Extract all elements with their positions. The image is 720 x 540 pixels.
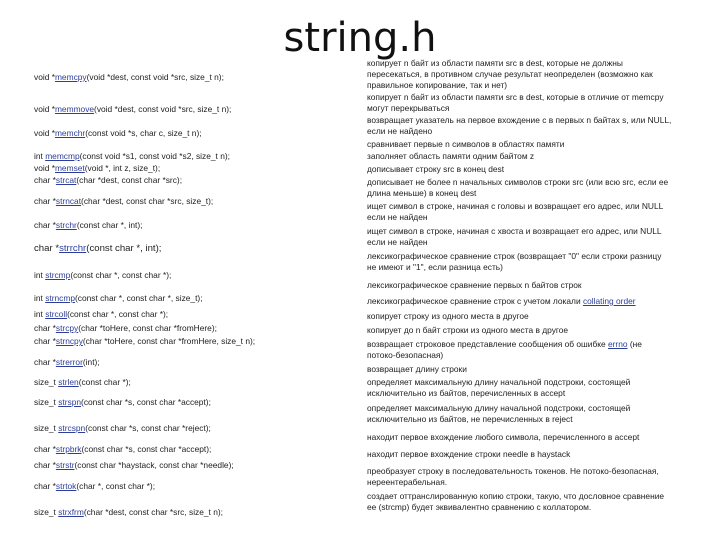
signature-strrchr: char *strrchr(const char *, int); (34, 243, 162, 254)
link-strcoll[interactable]: strcoll (45, 309, 68, 319)
link-strspn[interactable]: strspn (58, 397, 82, 407)
signature-strcspn: size_t strcspn(const char *s, const char *reject); (34, 423, 211, 433)
signature-strtok: char *strtok(char *, const char *); (34, 481, 156, 491)
signature-strlen: size_t strlen(const char *); (34, 377, 131, 387)
link-strpbrk[interactable]: strpbrk (55, 444, 82, 454)
link-collating-order[interactable]: collating order (582, 296, 636, 306)
signature-strncat: char *strncat(char *dest, const char *src, size_t); (34, 196, 214, 206)
page-title: string.h (283, 15, 437, 61)
link-memmove[interactable]: memmove (54, 104, 95, 114)
signature-memcmp: int memcmp(const void *s1, const void *s2, size_t n); (34, 151, 230, 161)
signature-memcpy: void *memcpy(void *dest, const void *src, size_t n); (34, 72, 224, 82)
signature-strcpy: char *strcpy(char *toHere, const char *fromHere); (34, 323, 217, 333)
desc-memmove: копирует n байт из области памяти src в dest, которые в отличие от memcpy могут перекрываться (367, 92, 664, 114)
link-strchr[interactable]: strchr (55, 220, 77, 230)
desc-strcoll: лексикографическое сравнение строк с учетом локали collating order (367, 296, 636, 306)
link-strxfrm[interactable]: strxfrm (58, 507, 84, 517)
desc-strchr: ищет символ в строке, начиная с головы и возвращает его адрес, или NULL если не найден (367, 201, 664, 223)
link-strrchr[interactable]: strrchr (59, 243, 87, 254)
desc-strspn: определяет максимальную длину начальной подстроки, состоящей исключительно из байтов, перечисленных в accept (367, 377, 631, 399)
desc-strrchr: ищет символ в строке, начиная с хвоста и возвращает его адрес, или NULL если не найден (367, 226, 662, 248)
link-strncmp[interactable]: strncmp (45, 293, 75, 303)
signature-strncpy: char *strncpy(char *toHere, const char *fromHere, size_t n); (34, 336, 256, 346)
signature-memchr: void *memchr(const void *s, char c, size_t n); (34, 128, 202, 138)
link-strtok[interactable]: strtok (55, 481, 77, 491)
desc-strncmp: лексикографическое сравнение первых n байтов строк (367, 280, 582, 290)
signature-strerror: char *strerror(int); (34, 357, 100, 367)
link-strcmp[interactable]: strcmp (45, 270, 71, 280)
link-strcpy[interactable]: strcpy (55, 323, 79, 333)
signature-strstr: char *strstr(const char *haystack, const char *needle); (34, 460, 234, 470)
desc-strlen: возвращает длину строки (367, 364, 467, 374)
signature-memmove: void *memmove(void *dest, const void *src, size_t n); (34, 104, 232, 114)
desc-strncat: дописывает не более n начальных символов строки src (или всю src, если ее длина меньше) в конец dest (367, 177, 669, 199)
signature-strxfrm: size_t strxfrm(char *dest, const char *src, size_t n); (34, 507, 223, 517)
desc-strerror: возвращает строковое представление сообщения об ошибке errno (не потоко-безопасная) (367, 339, 642, 361)
link-strcspn[interactable]: strcspn (58, 423, 86, 433)
link-strncat[interactable]: strncat (55, 196, 82, 206)
desc-strcpy: копирует строку из одного места в другое (367, 311, 529, 321)
desc-memcmp: сравнивает первые n символов в областях памяти (367, 139, 565, 149)
link-errno[interactable]: errno (607, 339, 628, 349)
link-memset[interactable]: memset (54, 163, 85, 173)
signature-strncmp: int strncmp(const char *, const char *, size_t); (34, 293, 203, 303)
signature-strcoll: int strcoll(const char *, const char *); (34, 309, 169, 319)
link-strstr[interactable]: strstr (55, 460, 75, 470)
link-memcmp[interactable]: memcmp (45, 151, 80, 161)
signature-strpbrk: char *strpbrk(const char *s, const char *accept); (34, 444, 212, 454)
signature-strspn: size_t strspn(const char *s, const char *accept); (34, 397, 211, 407)
signature-strcmp: int strcmp(const char *, const char *); (34, 270, 172, 280)
desc-memcpy: копирует n байт из области памяти src в dest, которые не должны пересекаться, в противном случае результат неопределен (возможно как правильное копирование, так и нет) (367, 58, 653, 91)
desc-strstr: находит первое вхождение строки needle в haystack (367, 449, 571, 459)
signature-strchr: char *strchr(const char *, int); (34, 220, 143, 230)
link-strcat[interactable]: strcat (55, 175, 77, 185)
link-strerror[interactable]: strerror (55, 357, 83, 367)
link-memcpy[interactable]: memcpy (54, 72, 87, 82)
link-strncpy[interactable]: strncpy (55, 336, 83, 346)
desc-strcmp: лексикографическое сравнение строк (возвращает "0" если строки разницу не имеют и "1", если разница есть) (367, 251, 662, 273)
desc-strxfrm: создает оттранслированную копию строки, такую, что дословное сравнение ее (strcmp) будет эквивалентно сравнению с коллатором. (367, 491, 665, 513)
desc-strpbrk: находит первое вхождение любого символа, перечисленного в accept (367, 432, 640, 442)
signature-memset: void *memset(void *, int z, size_t); (34, 163, 161, 173)
desc-memchr: возвращает указатель на первое вхождение с в первых n байтах s, или NULL, если не найдено (367, 115, 672, 137)
desc-strcat: дописывает строку src в конец dest (367, 164, 505, 174)
link-memchr[interactable]: memchr (54, 128, 86, 138)
signature-strcat: char *strcat(char *dest, const char *src); (34, 175, 183, 185)
link-strlen[interactable]: strlen (58, 377, 79, 387)
desc-strncpy: копирует до n байт строки из одного места в другое (367, 325, 569, 335)
desc-memset: заполняет область памяти одним байтом z (367, 151, 535, 161)
desc-strtok: преобразует строку в последовательность токенов. Не потоко-безопасная, нереентерабельная. (367, 466, 659, 488)
desc-strcspn: определяет максимальную длину начальной подстроки, состоящей исключительно из байтов, не перечисленных в reject (367, 403, 631, 425)
